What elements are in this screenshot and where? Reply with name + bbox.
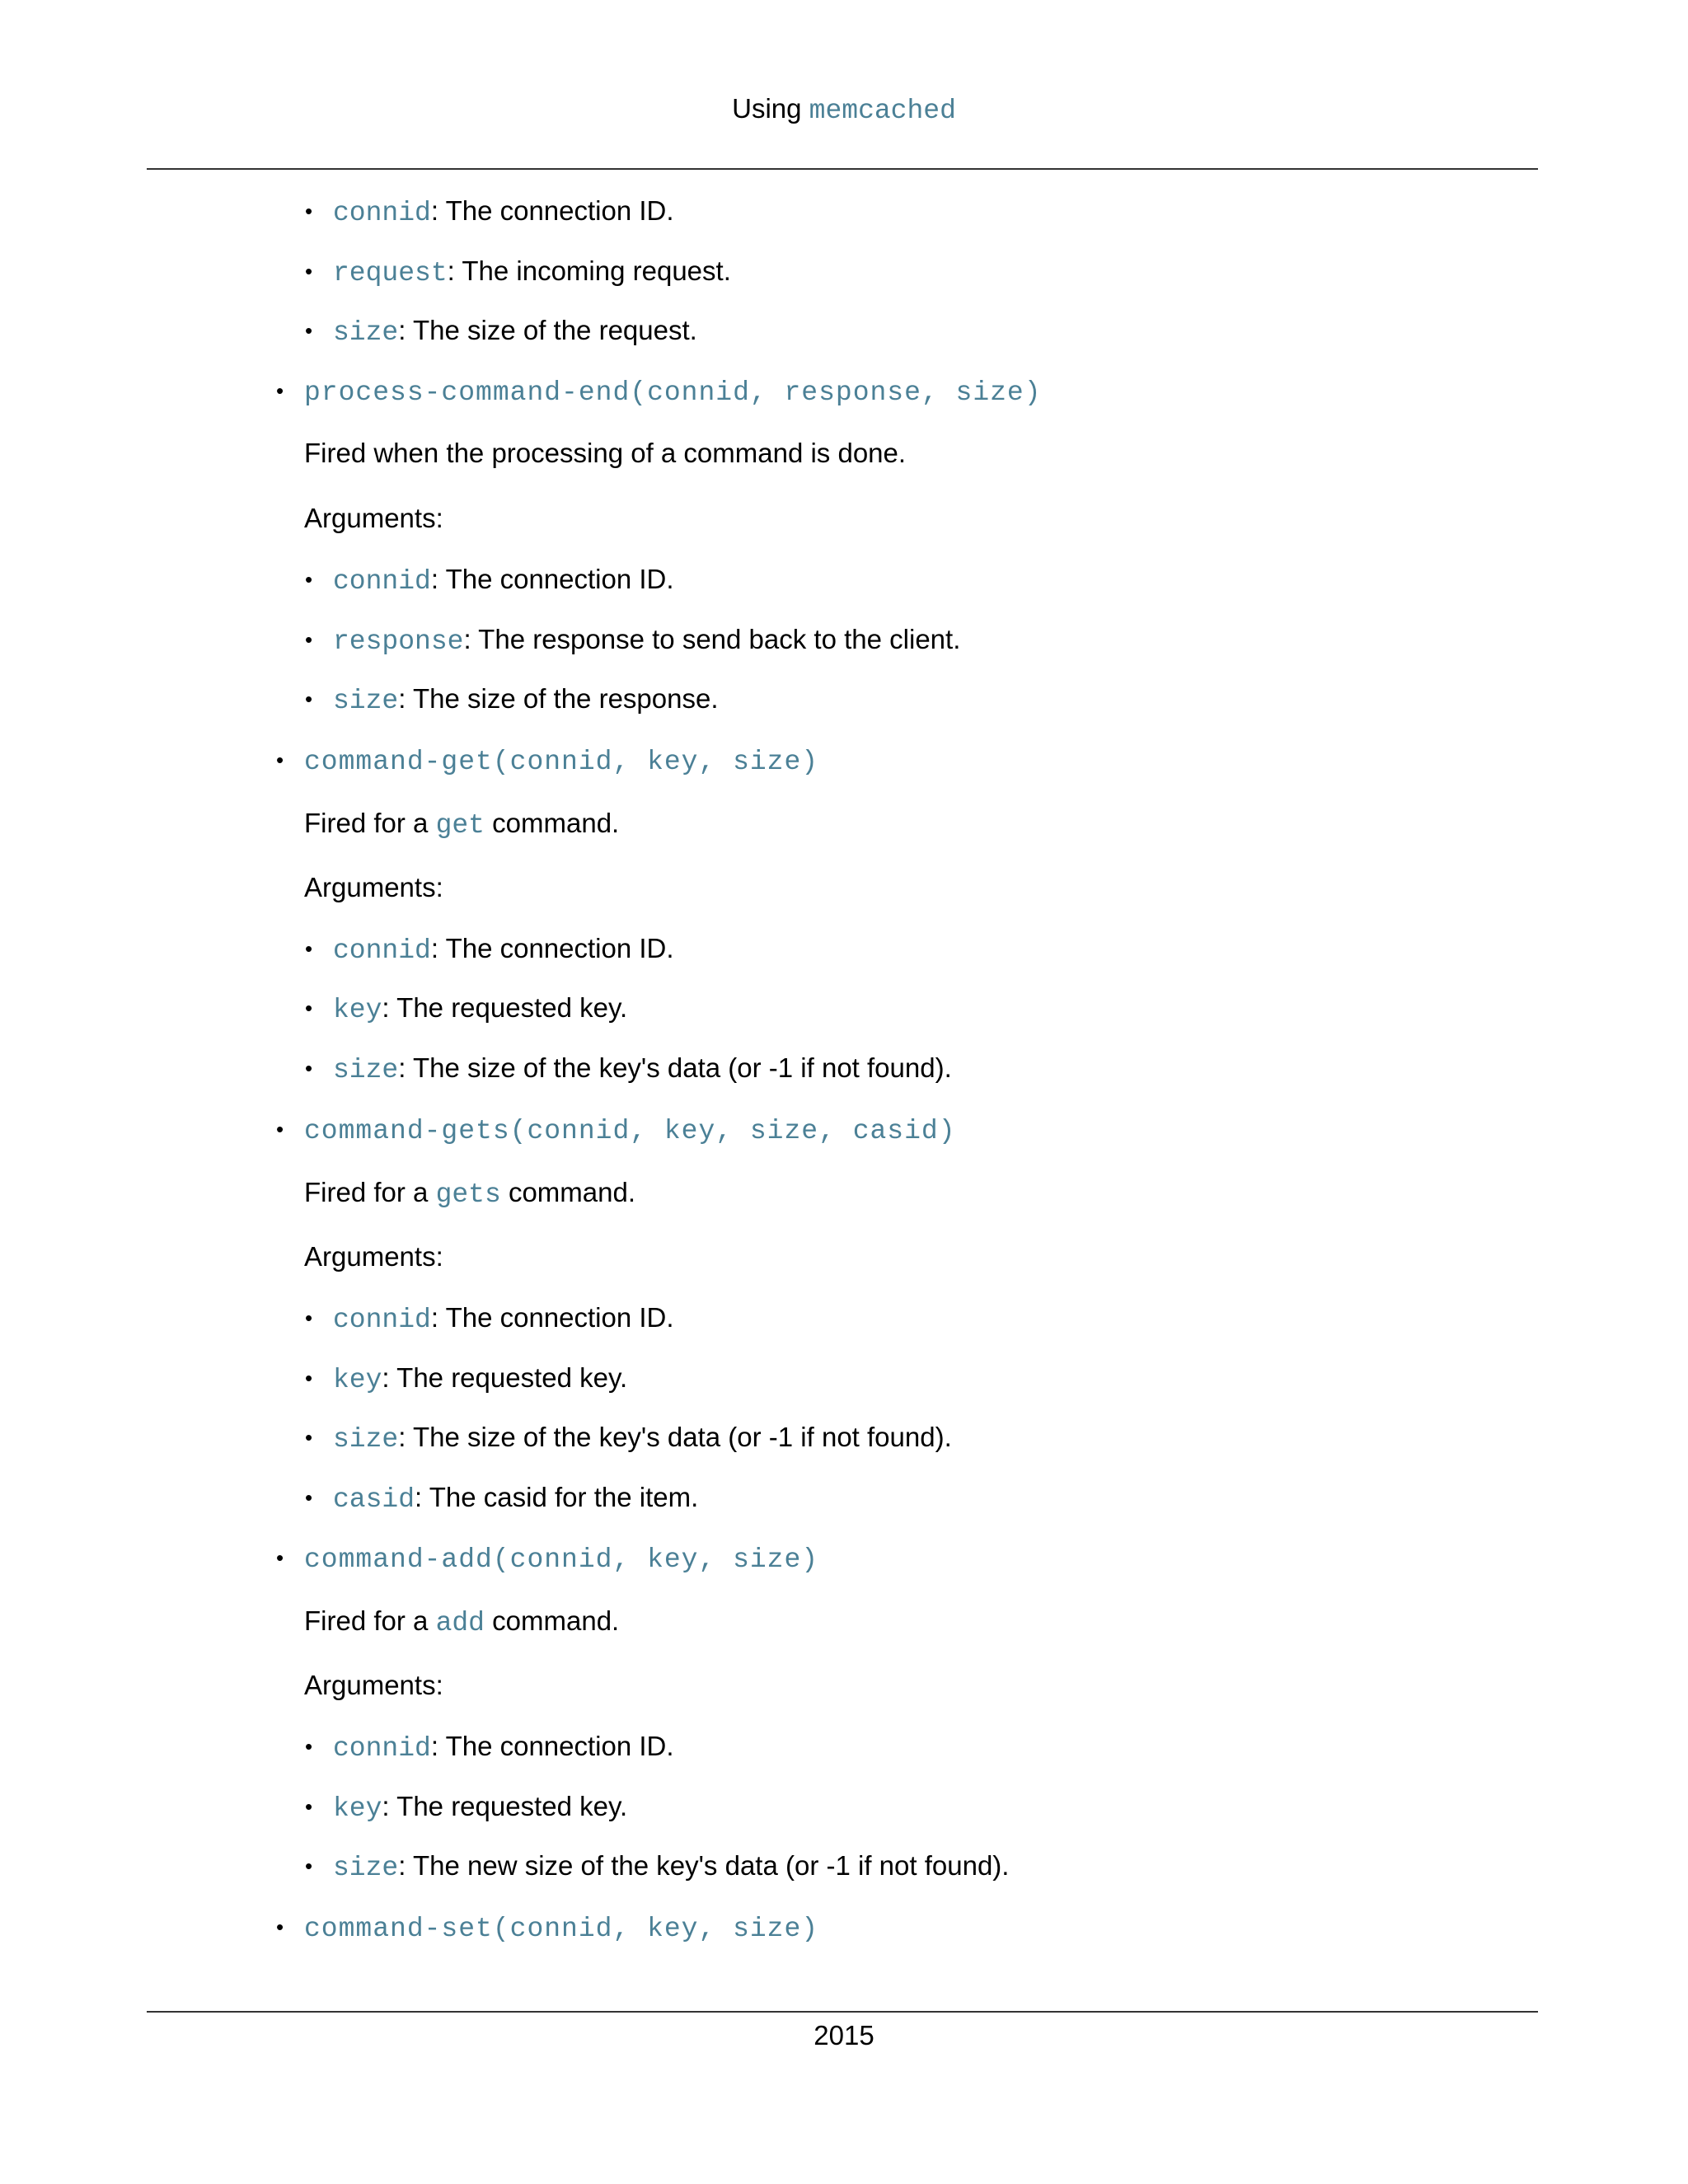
arg-item: key: The requested key.: [333, 992, 628, 1025]
arg-item: response: The response to send back to the client.: [333, 624, 961, 657]
bullet: •: [305, 1366, 313, 1390]
arg-item: size: The size of the response.: [333, 683, 719, 716]
header-code: memcached: [809, 96, 956, 126]
probe-description: Fired for a get command.: [304, 808, 620, 841]
arg-item: key: The requested key.: [333, 1362, 628, 1395]
bullet: •: [305, 1305, 313, 1330]
probe-signature: process-command-end(connid, response, size): [304, 377, 1042, 408]
bullet: •: [305, 1734, 313, 1759]
probe-signature: command-get(connid, key, size): [304, 747, 819, 777]
bullet: •: [276, 1545, 284, 1570]
arg-item: connid: The connection ID.: [333, 1302, 674, 1335]
probe-signature: command-gets(connid, key, size, casid): [304, 1116, 956, 1146]
bullet: •: [305, 199, 313, 223]
bullet: •: [305, 1425, 313, 1450]
bullet: •: [276, 378, 284, 403]
bullet: •: [305, 627, 313, 652]
bullet: •: [305, 567, 313, 592]
arg-item: size: The size of the key's data (or -1 if not found).: [333, 1422, 952, 1455]
bullet: •: [276, 1915, 284, 1939]
probe-description: Fired for a add command.: [304, 1605, 620, 1638]
arg-item: size: The new size of the key's data (or -1 if not found).: [333, 1850, 1010, 1883]
arg-item: key: The requested key.: [333, 1791, 628, 1824]
bullet: •: [305, 1794, 313, 1819]
footer-rule: [147, 2011, 1538, 2013]
bullet: •: [305, 996, 313, 1020]
arguments-label: Arguments:: [304, 1241, 443, 1272]
probe-signature: command-add(connid, key, size): [304, 1544, 819, 1575]
arg-item: request: The incoming request.: [333, 255, 731, 288]
probe-signature: command-set(connid, key, size): [304, 1914, 819, 1944]
bullet: •: [305, 259, 313, 284]
probe-description: Fired when the processing of a command is done.: [304, 438, 907, 468]
bullet: •: [305, 1485, 313, 1510]
probe-description: Fired for a gets command.: [304, 1177, 636, 1210]
bullet: •: [305, 936, 313, 961]
bullet: •: [305, 1056, 313, 1080]
bullet: •: [305, 318, 313, 343]
bullet: •: [305, 1854, 313, 1878]
arg-item: connid: The connection ID.: [333, 1731, 674, 1764]
arguments-label: Arguments:: [304, 872, 443, 902]
arg-item: casid: The casid for the item.: [333, 1482, 699, 1515]
arg-item: connid: The connection ID.: [333, 564, 674, 597]
bullet: •: [276, 748, 284, 772]
page-number: 2015: [814, 2020, 874, 2050]
arg-item: size: The size of the key's data (or -1 if not found).: [333, 1052, 952, 1085]
header-text: Using: [732, 93, 809, 124]
arguments-label: Arguments:: [304, 1670, 443, 1700]
bullet: •: [276, 1117, 284, 1141]
arg-item: connid: The connection ID.: [333, 195, 674, 228]
arg-item: connid: The connection ID.: [333, 933, 674, 966]
bullet: •: [305, 687, 313, 711]
arguments-label: Arguments:: [304, 503, 443, 533]
arg-item: size: The size of the request.: [333, 315, 697, 348]
